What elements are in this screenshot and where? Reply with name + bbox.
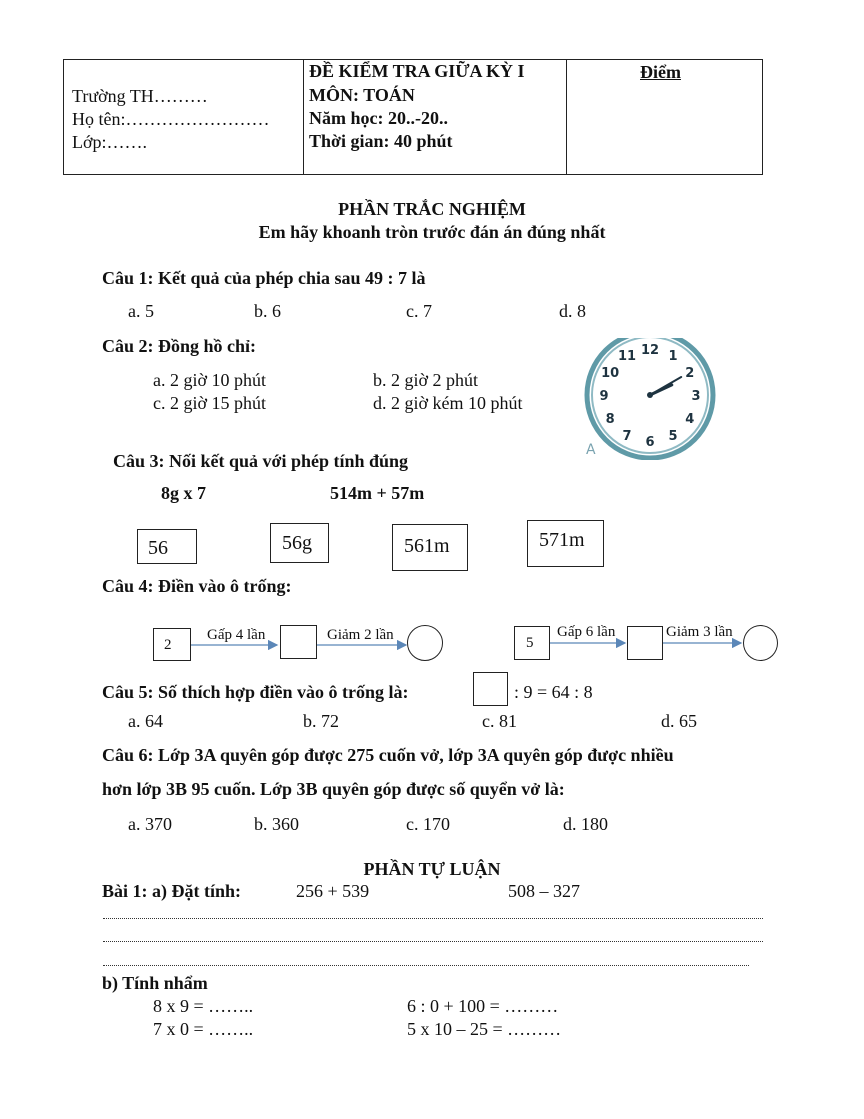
mental-calc-4[interactable]: 5 x 10 – 25 = ……… [407, 1019, 562, 1039]
q4-chain2-step2: Giảm 3 lần [666, 624, 733, 640]
q4-chain2-start-box [514, 626, 550, 660]
time-label: Thời gian: 40 phút [309, 131, 453, 151]
q5-option-a[interactable]: a. 64 [128, 711, 163, 731]
student-name-label: Họ tên:…………………… [72, 109, 270, 129]
q4-chain1-step2: Giảm 2 lần [327, 627, 394, 643]
q2-option-b[interactable]: b. 2 giờ 2 phút [373, 370, 479, 390]
q3-answer-box-3[interactable] [392, 524, 468, 571]
mental-calc-1[interactable]: 8 x 9 = …….. [153, 996, 254, 1016]
question-2-text: : Đồng hồ chỉ: [147, 336, 257, 356]
section-title-multiple-choice: PHẦN TRẮC NGHIỆM [338, 199, 526, 219]
q4-chain2-start: 5 [526, 635, 534, 651]
minute-hand [650, 377, 681, 395]
class-label: Lớp:……. [72, 132, 148, 152]
q4-chain1-start: 2 [164, 637, 172, 653]
q1-option-c[interactable]: c. 7 [406, 301, 432, 321]
q2-option-c[interactable]: c. 2 giờ 15 phút [153, 393, 267, 413]
q3-answer-3: 561m [404, 535, 450, 557]
clock-number: 12 [640, 343, 660, 358]
q3-answer-4: 571m [539, 529, 585, 551]
q3-answer-box-2[interactable] [270, 523, 329, 563]
score-label: Điểm [640, 62, 681, 82]
q4-chain1-blank-circle[interactable] [407, 625, 443, 661]
q5-option-c[interactable]: c. 81 [482, 711, 517, 731]
q6-option-a[interactable]: a. 370 [128, 814, 172, 834]
q1-option-b[interactable]: b. 6 [254, 301, 281, 321]
question-3: Câu 3: Nối kết quả với phép tính đúng [113, 451, 409, 471]
question-5-text: Câu 5: Số thích hợp điền vào ô trống là: [102, 682, 409, 702]
q3-answer-2: 56g [282, 532, 312, 554]
q1-option-d[interactable]: d. 8 [559, 301, 586, 321]
q2-option-d[interactable]: d. 2 giờ kém 10 phút [373, 393, 523, 413]
q4-chain2-blank-box[interactable] [627, 626, 663, 660]
answer-line[interactable] [103, 965, 749, 966]
clock-number: 1 [668, 349, 678, 365]
school-label: Trường TH……… [72, 86, 208, 106]
q4-chain1-start-box [153, 628, 191, 661]
clock-number: 6 [645, 435, 655, 450]
bai-1-calc-1: 256 + 539 [296, 881, 370, 901]
q3-answer-1: 56 [148, 537, 168, 559]
question-6-line-2: hơn lớp 3B 95 cuốn. Lớp 3B quyên góp được số quyển vở là: [102, 779, 565, 799]
q4-chain1-step1: Gấp 4 lần [207, 627, 266, 643]
bai-1-calc-2: 508 – 327 [508, 881, 580, 901]
question-6-line-1: Câu 6: Lớp 3A quyên góp được 275 cuốn vở, lớp 3A quyên góp được nhiều [102, 745, 674, 765]
q2-option-a[interactable]: a. 2 giờ 10 phút [153, 370, 267, 390]
exam-title: ĐỀ KIỂM TRA GIỮA KỲ I [309, 61, 525, 81]
q5-option-d[interactable]: d. 65 [661, 711, 697, 731]
question-1: Câu 1: Kết quả của phép chia sau 49 : 7 là [102, 268, 426, 288]
clock-label: A [586, 442, 596, 458]
q6-option-d[interactable]: d. 180 [563, 814, 608, 834]
clock-number: 3 [691, 389, 701, 404]
q4-chain1-blank-box[interactable] [280, 625, 317, 659]
answer-line[interactable] [103, 941, 763, 942]
q6-option-c[interactable]: c. 170 [406, 814, 450, 834]
q4-chain2-step1: Gấp 6 lần [557, 624, 616, 640]
q4-chain2-blank-circle[interactable] [743, 625, 778, 661]
q3-expression-2[interactable]: 514m + 57m [330, 483, 425, 503]
clock-number: 10 [601, 366, 620, 381]
q5-blank-box[interactable] [473, 672, 508, 706]
question-2 [102, 336, 256, 357]
question-2-prefix: Câu 2 [102, 336, 148, 356]
q1-option-a[interactable]: a. 5 [128, 301, 154, 321]
clock-number: 2 [685, 366, 695, 381]
mental-calc-2[interactable]: 6 : 0 + 100 = ……… [407, 996, 559, 1016]
question-4: Câu 4: Điền vào ô trống: [102, 576, 292, 596]
mental-calc-3[interactable]: 7 x 0 = …….. [153, 1019, 254, 1039]
q3-expression-1[interactable]: 8g x 7 [161, 483, 206, 503]
clock-number: 7 [622, 428, 632, 444]
question-5 [102, 682, 409, 703]
clock-figure [580, 338, 720, 460]
clock-center [647, 392, 653, 398]
section-title-essay: PHẦN TỰ LUẬN [363, 859, 501, 879]
clock-number: 5 [668, 428, 678, 444]
clock-number: 8 [605, 412, 615, 427]
clock-number: 11 [617, 349, 637, 365]
q3-answer-box-4[interactable] [527, 520, 604, 567]
answer-line[interactable] [103, 918, 763, 919]
subject-label: MÔN: TOÁN [309, 85, 415, 105]
q6-option-b[interactable]: b. 360 [254, 814, 299, 834]
clock-number: 9 [599, 389, 609, 404]
bai-1-label: Bài 1: a) Đặt tính: [102, 881, 241, 901]
section-instruction: Em hãy khoanh tròn trước đán án đúng nhất [258, 222, 606, 242]
q5-option-b[interactable]: b. 72 [303, 711, 339, 731]
q3-answer-box-1[interactable] [137, 529, 197, 564]
part-b-label: b) Tính nhẩm [102, 973, 208, 993]
q5-equation: : 9 = 64 : 8 [514, 682, 593, 702]
school-year-label: Năm học: 20..-20.. [309, 108, 448, 128]
header-divider [566, 60, 567, 174]
header-divider [303, 60, 304, 174]
clock-number: 4 [685, 412, 695, 427]
